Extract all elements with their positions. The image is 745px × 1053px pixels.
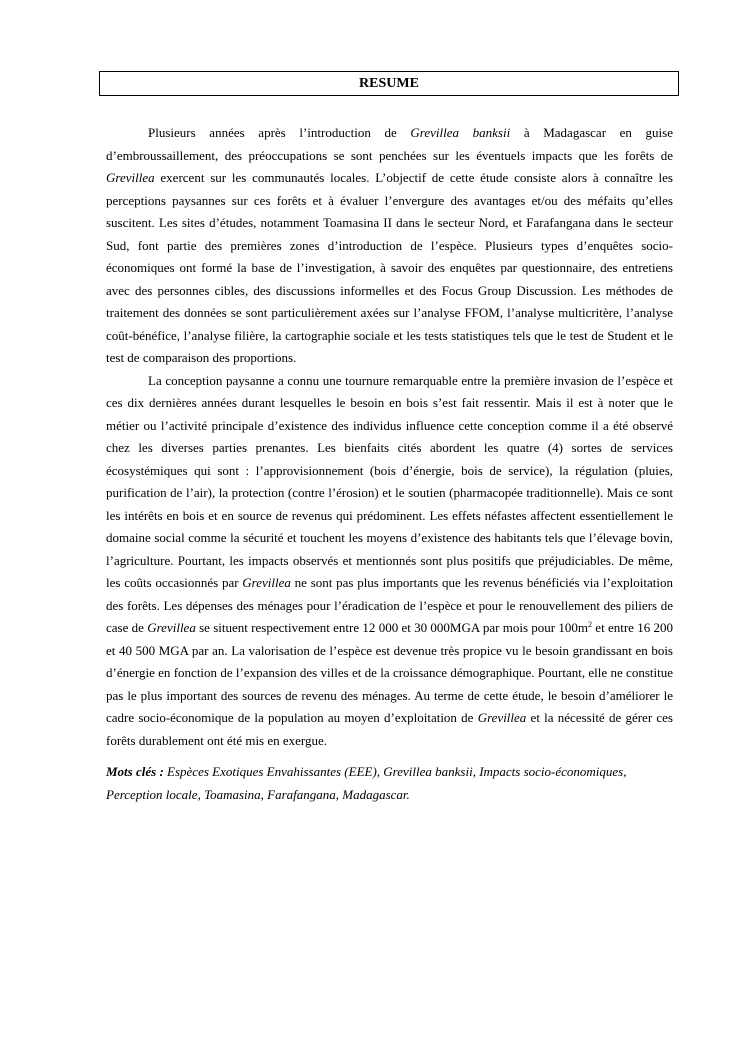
paragraph-text: Plusieurs années après l’introduction de bbox=[148, 125, 411, 140]
paragraph-text: et entre 16 200 et 40 500 MGA par an. La valorisation de l’espèce est devenue très propice vu le besoin grandissant en bois d’énergie en fonction de l’expansion des villes et de la croissance démographique. Pourtant, elle ne constitue pas le plus important des sources de revenu des ménages. Au terme de cette étude, le besoin d’améliorer le cadre socio-économique de la population au moyen d’exploitation de bbox=[106, 620, 674, 725]
paragraph-text: ne sont pas plus importants que les revenus bénéficiés via l’exploitation des forêts. Les dépenses des ménages pour l’éradication de l’espèce et pour le renouvellement des piliers de case de bbox=[106, 575, 673, 635]
paragraph-text: La conception paysanne a connu une tournure remarquable entre la première invasion de l’espèce et ces dix dernières années durant lesquelles le besoin en bois s’est fait ressentir. Mais il est à noter que le métier ou l’activité principale d’existence des individus influence cette conception comme il a été observé chez les diverses parties prenantes. Les bienfaits cités abordent les quatre (4) sortes de services écosystémiques qui sont : l’approvisionnement (bois d’énergie, bois de service), la régulation (pluies, purification de l’air), la protection (contre l’érosion) et le soutien (pharmacopée traditionnelle). Mais ce sont les intérêts en bois et en source de revenus qui prédominent. Les effets néfastes affectent essentiellement le domaine social comme la sécurité et touchent les moyens d’existence des habitants tels que l’élevage bovin, l’agriculture. Pourtant, les impacts observés et mentionnés sont plus positifs que préjudiciables. De même, les coûts occasionnés par bbox=[106, 372, 673, 590]
keywords bbox=[106, 761, 673, 806]
abstract-paragraph-1 bbox=[106, 122, 673, 370]
abstract-body bbox=[106, 122, 673, 806]
species-name: Grevillea banksii bbox=[410, 125, 511, 140]
paragraph-text: se situent respectivement entre 12 000 et 30 000MGA par mois pour 100m bbox=[195, 620, 589, 635]
species-name: Grevillea bbox=[242, 575, 291, 590]
keywords-text: Espèces Exotiques Envahissantes (EEE), Grevillea banksii, Impacts socio-économiques, Perception locale, Toamasina, Farafangana, Madagascar. bbox=[106, 764, 627, 802]
species-name: Grevillea bbox=[477, 710, 527, 725]
paragraph-text: et la nécessité de gérer ces forêts durablement ont été mis en exergue. bbox=[106, 710, 673, 748]
species-name: Grevillea bbox=[106, 170, 155, 185]
superscript: 2 bbox=[588, 620, 593, 629]
keywords-label: Mots clés : bbox=[106, 764, 164, 779]
paragraph-text: à Madagascar en guise d’embroussaillement, des préoccupations se sont penchées sur les éventuels impacts que les forêts de bbox=[106, 125, 673, 163]
page-title: RESUME bbox=[99, 71, 679, 96]
species-name: Grevillea bbox=[147, 620, 196, 635]
abstract-paragraph-2 bbox=[106, 370, 673, 753]
paragraph-text: exercent sur les communautés locales. L’objectif de cette étude consiste alors à connaître les perceptions paysannes sur ces forêts et à évaluer l’envergure des avantages et/ou des méfaits qu’elles suscitent. Les sites d’études, notamment Toamasina II dans le secteur Nord, et Farafangana dans le secteur Sud, font partie des premières zones d’introduction de l’espèce. Plusieurs types d’enquêtes socio-économiques ont formé la base de l’investigation, à savoir des enquêtes par questionnaire, des entretiens avec des personnes cibles, des discussions informelles et des Focus Group Discussion. Les méthodes de traitement des données se sont particulièrement axées sur l’analyse FFOM, l’analyse multicritère, l’analyse coût-bénéfice, l’analyse filière, la cartographie sociale et les tests statistiques tels que le test de Student et le test de comparaison des proportions. bbox=[106, 170, 673, 365]
